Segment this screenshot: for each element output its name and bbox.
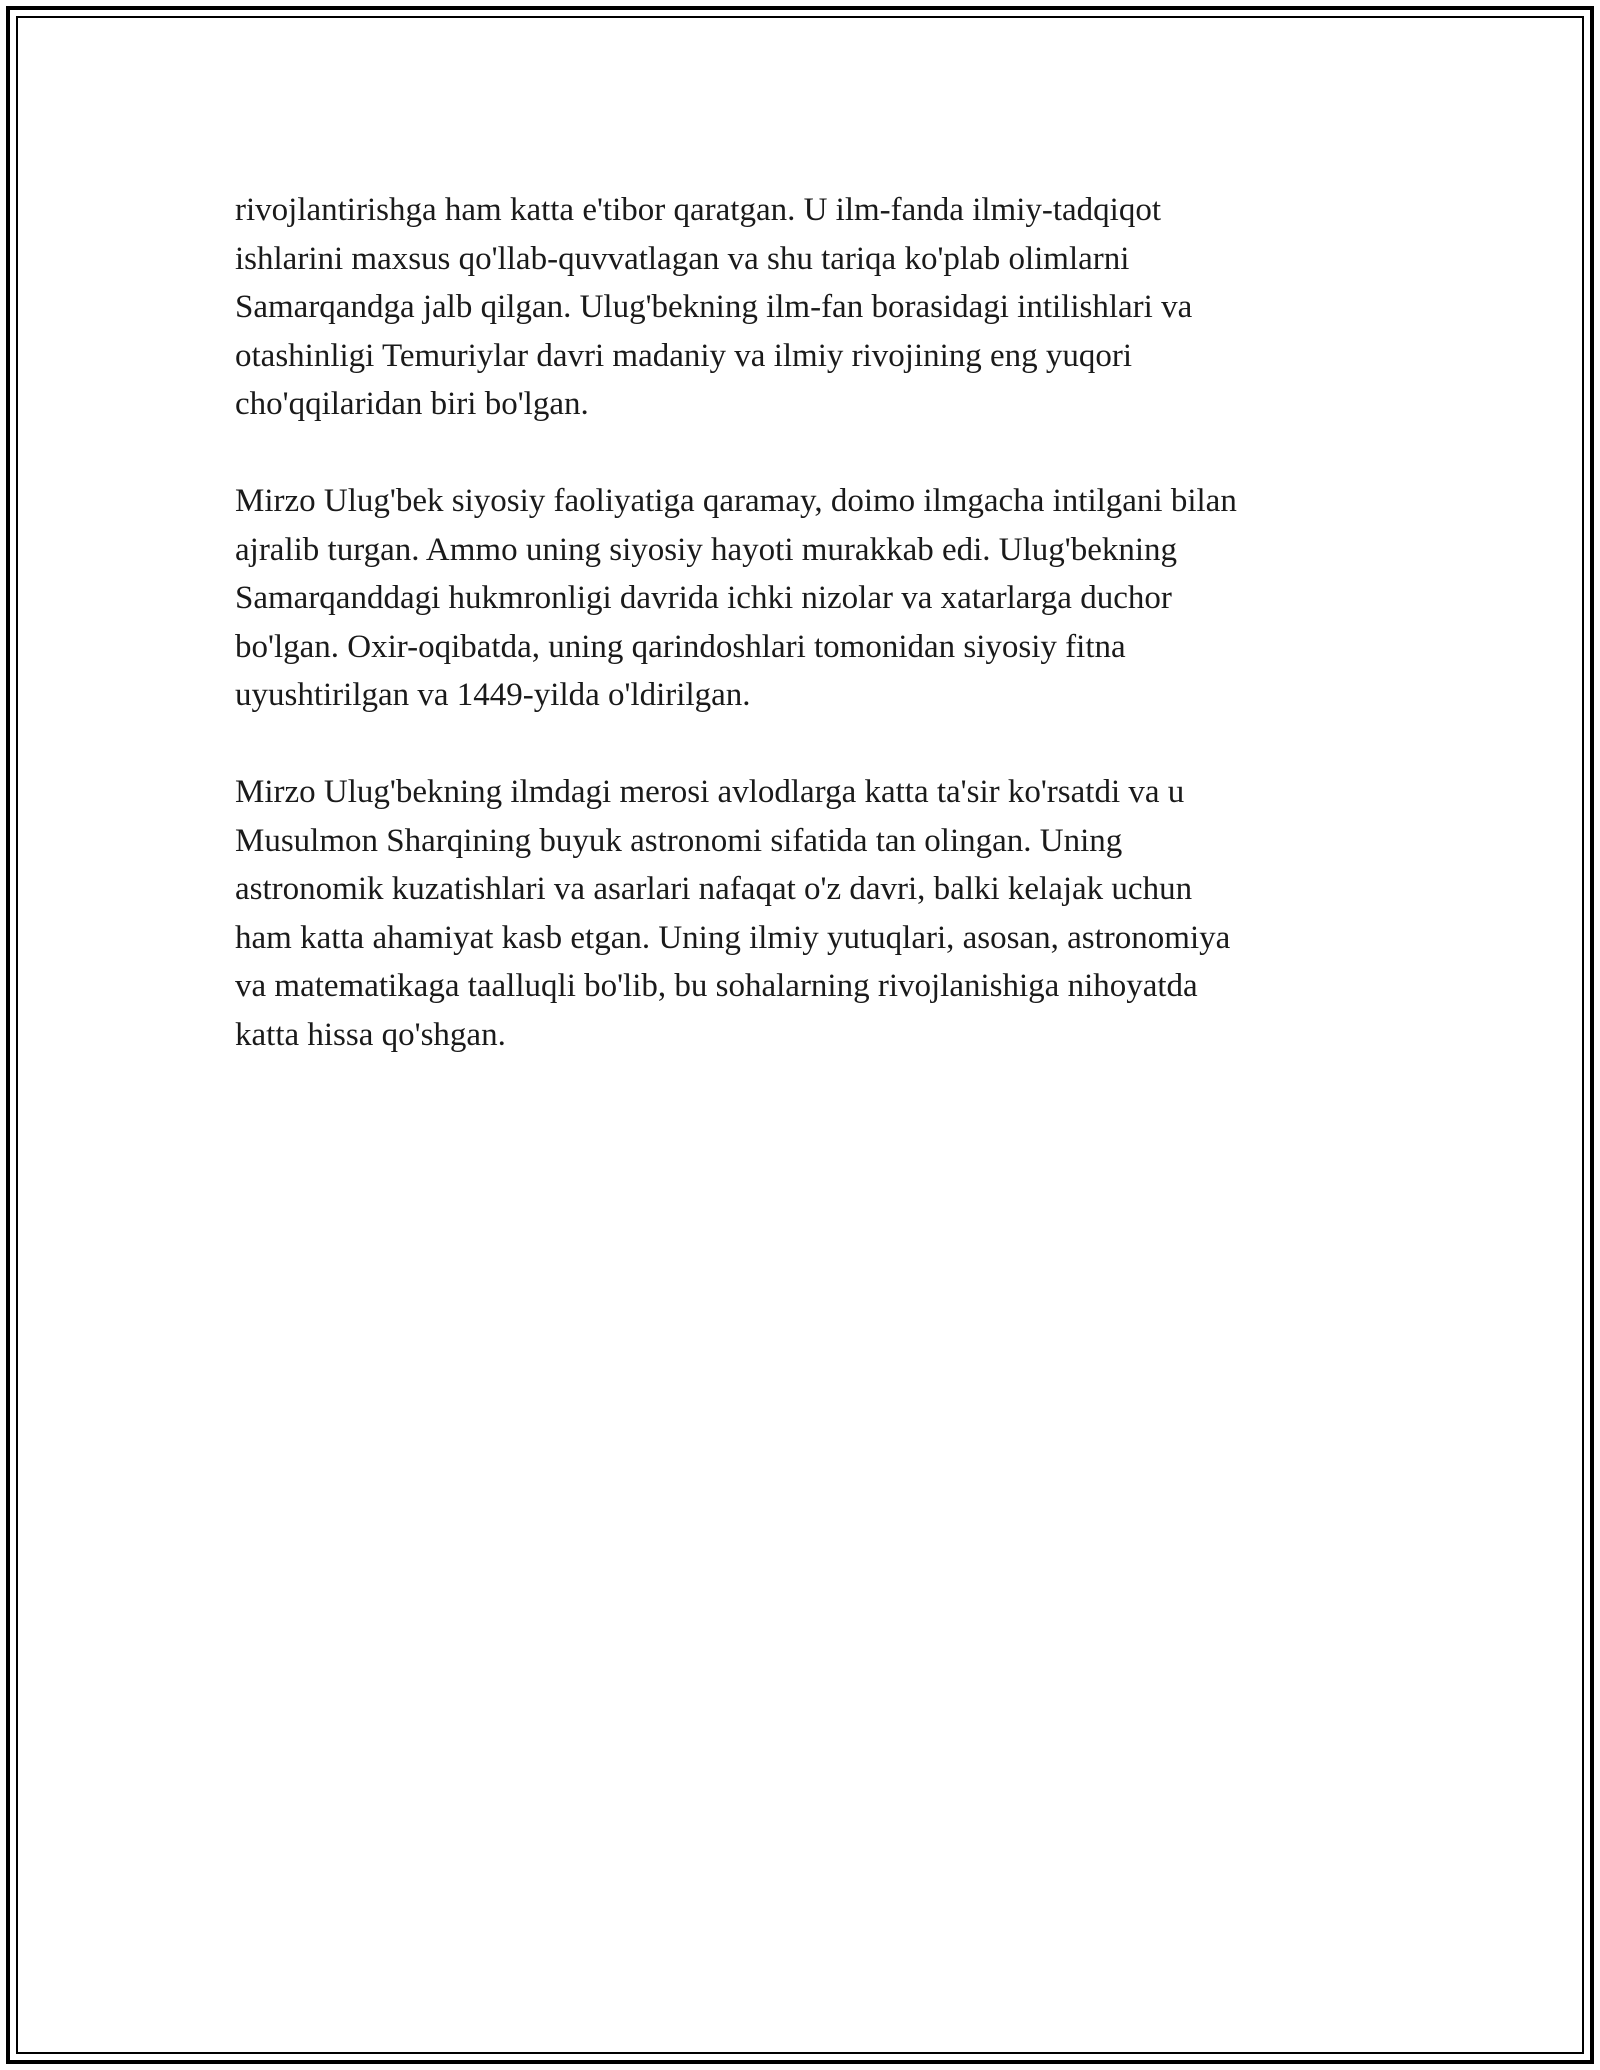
document-body <box>235 186 1365 1059</box>
paragraph-1: rivojlantirishga ham katta e'tibor qaratgan. U ilm-fanda ilmiy-tadqiqot ishlarini maxsus qo'llab-quvvatlagan va shu tariqa ko'plab olimlarni Samarqandga jalb qilgan. Ulug'bekning ilm-fan borasidagi intilishlari va otashinligi Temuriylar davri madaniy va ilmiy rivojining eng yuqori cho'qqilaridan biri bo'lgan. <box>235 192 1193 422</box>
paragraph-2: Mirzo Ulug'bek siyosiy faoliyatiga qaramay, doimo ilmgacha intilgani bilan ajralib turgan. Ammo uning siyosiy hayoti murakkab edi. Ulug'bekning Samarqanddagi hukmronligi davrida ichki nizolar va xatarlarga duchor bo'lgan. Oxir-oqibatda, uning qarindoshlari tomonidan siyosiy fitna uyushtirilgan va 1449-yilda o'ldirilgan. <box>235 483 1237 713</box>
paragraph-3: Mirzo Ulug'bekning ilmdagi merosi avlodlarga katta ta'sir ko'rsatdi va u Musulmon Sharqining buyuk astronomi sifatida tan olingan. Uning astronomik kuzatishlari va asarlari nafaqat o'z davri, balki kelajak uchun ham katta ahamiyat kasb etgan. Uning ilmiy yutuqlari, asosan, astronomiya va matematikaga taalluqli bo'lib, bu sohalarning rivojlanishiga nihoyatda katta hissa qo'shgan. <box>235 774 1231 1053</box>
